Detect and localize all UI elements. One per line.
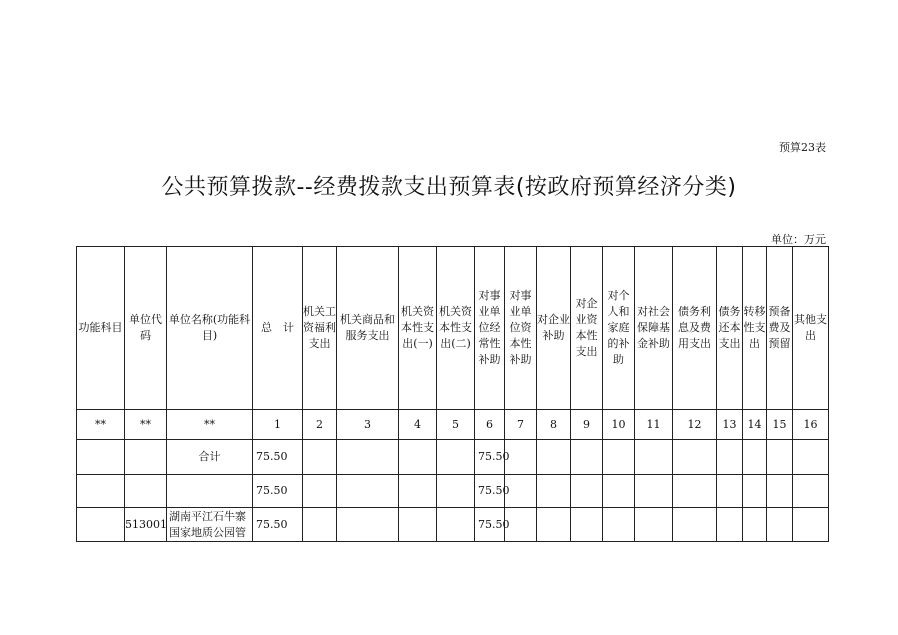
col-header-13: 转移性支出 bbox=[743, 247, 767, 410]
cell-function-subject bbox=[77, 475, 125, 508]
cell-total: 75.50 bbox=[253, 440, 303, 475]
cell-unit-code bbox=[125, 475, 167, 508]
col-header-1: 机关工资福利支出 bbox=[303, 247, 337, 410]
cell-col6: 75.50 bbox=[475, 440, 505, 475]
col-header-11: 债务利息及费用支出 bbox=[673, 247, 717, 410]
cell-empty bbox=[717, 508, 743, 542]
cell-total: 75.50 bbox=[253, 508, 303, 542]
cell-empty bbox=[303, 475, 337, 508]
cell-col6: 75.50 bbox=[475, 475, 505, 508]
table-row-total bbox=[77, 440, 829, 475]
cell-function-subject bbox=[77, 440, 125, 475]
cell-empty bbox=[793, 440, 829, 475]
cell-empty bbox=[767, 475, 793, 508]
unit-label: 单位：万元 bbox=[771, 233, 826, 246]
cell-function-subject bbox=[77, 508, 125, 542]
index-cell: 16 bbox=[793, 410, 829, 440]
col-header-3: 机关资本性支出(一) bbox=[399, 247, 437, 410]
cell-empty bbox=[571, 440, 603, 475]
index-cell: 4 bbox=[399, 410, 437, 440]
index-cell: ** bbox=[125, 410, 167, 440]
index-cell: 7 bbox=[505, 410, 537, 440]
index-cell: 2 bbox=[303, 410, 337, 440]
cell-unit-name: 湖南平江石牛寨国家地质公园管 bbox=[167, 508, 253, 542]
cell-empty bbox=[337, 508, 399, 542]
cell-unit-code bbox=[125, 440, 167, 475]
cell-empty bbox=[743, 475, 767, 508]
cell-empty bbox=[717, 440, 743, 475]
col-header-function-subject: 功能科目 bbox=[77, 247, 125, 410]
cell-empty bbox=[767, 440, 793, 475]
cell-empty bbox=[635, 475, 673, 508]
col-header-2: 机关商品和服务支出 bbox=[337, 247, 399, 410]
cell-empty bbox=[673, 440, 717, 475]
index-cell: ** bbox=[77, 410, 125, 440]
budget-table bbox=[76, 246, 829, 542]
col-header-6: 对事业单位资本性补助 bbox=[505, 247, 537, 410]
cell-empty bbox=[437, 475, 475, 508]
cell-empty bbox=[537, 440, 571, 475]
header-row bbox=[77, 247, 829, 410]
index-cell: 15 bbox=[767, 410, 793, 440]
index-cell: 10 bbox=[603, 410, 635, 440]
cell-empty bbox=[399, 508, 437, 542]
cell-empty bbox=[303, 440, 337, 475]
page-title: 公共预算拨款--经费拨款支出预算表(按政府预算经济分类) bbox=[161, 175, 737, 200]
index-cell: 14 bbox=[743, 410, 767, 440]
col-header-unit-name: 单位名称(功能科目) bbox=[167, 247, 253, 410]
index-cell: 3 bbox=[337, 410, 399, 440]
table-row bbox=[77, 475, 829, 508]
index-cell: 12 bbox=[673, 410, 717, 440]
cell-col6: 75.50 bbox=[475, 508, 505, 542]
col-header-14: 预备费及预留 bbox=[767, 247, 793, 410]
col-header-10: 对社会保障基金补助 bbox=[635, 247, 673, 410]
cell-empty bbox=[635, 508, 673, 542]
cell-empty bbox=[767, 508, 793, 542]
cell-empty bbox=[603, 508, 635, 542]
index-cell: 9 bbox=[571, 410, 603, 440]
index-cell: ** bbox=[167, 410, 253, 440]
cell-empty bbox=[743, 508, 767, 542]
col-header-15: 其他支出 bbox=[793, 247, 829, 410]
cell-empty bbox=[793, 475, 829, 508]
cell-empty bbox=[571, 475, 603, 508]
cell-empty bbox=[673, 475, 717, 508]
cell-empty bbox=[537, 475, 571, 508]
cell-empty bbox=[303, 508, 337, 542]
cell-empty bbox=[399, 475, 437, 508]
col-header-unit-code: 单位代码 bbox=[125, 247, 167, 410]
col-header-7: 对企业补助 bbox=[537, 247, 571, 410]
cell-empty bbox=[571, 508, 603, 542]
cell-unit-code: 513001 bbox=[125, 508, 167, 542]
index-row bbox=[77, 410, 829, 440]
cell-empty bbox=[337, 440, 399, 475]
index-cell: 11 bbox=[635, 410, 673, 440]
col-header-total: 总 计 bbox=[253, 247, 303, 410]
cell-empty bbox=[337, 475, 399, 508]
cell-empty bbox=[603, 475, 635, 508]
cell-empty bbox=[793, 508, 829, 542]
table-row bbox=[77, 508, 829, 542]
table-number: 预算23表 bbox=[779, 141, 826, 154]
col-header-4: 机关资本性支出(二) bbox=[437, 247, 475, 410]
cell-empty bbox=[437, 508, 475, 542]
cell-empty bbox=[743, 440, 767, 475]
cell-empty bbox=[399, 440, 437, 475]
cell-empty bbox=[635, 440, 673, 475]
index-cell: 6 bbox=[475, 410, 505, 440]
cell-empty bbox=[437, 440, 475, 475]
col-header-12: 债务还本支出 bbox=[717, 247, 743, 410]
index-cell: 13 bbox=[717, 410, 743, 440]
cell-empty bbox=[537, 508, 571, 542]
index-cell: 1 bbox=[253, 410, 303, 440]
col-header-5: 对事业单位经常性补助 bbox=[475, 247, 505, 410]
cell-empty bbox=[673, 508, 717, 542]
index-cell: 8 bbox=[537, 410, 571, 440]
cell-unit-name bbox=[167, 475, 253, 508]
cell-empty bbox=[603, 440, 635, 475]
cell-unit-name: 合计 bbox=[167, 440, 253, 475]
cell-empty bbox=[717, 475, 743, 508]
index-cell: 5 bbox=[437, 410, 475, 440]
cell-total: 75.50 bbox=[253, 475, 303, 508]
col-header-8: 对企业资本性支出 bbox=[571, 247, 603, 410]
col-header-9: 对个人和家庭的补助 bbox=[603, 247, 635, 410]
